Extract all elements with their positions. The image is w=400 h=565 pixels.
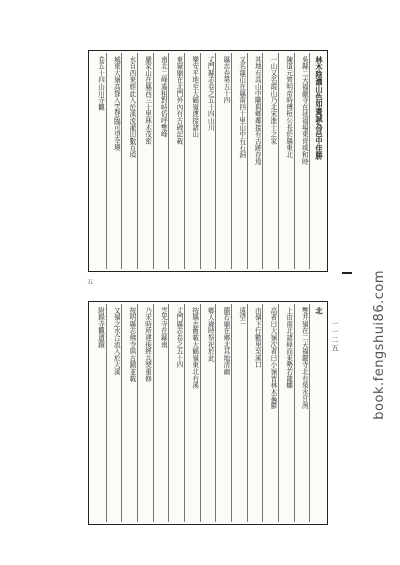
upper-text-column: 吳縣二天福嚴寺在延福場東晉咸和時 — [294, 53, 310, 269]
upper-text-column: 陳道元齊明帝時傅桓公長於縣東北 — [278, 53, 294, 269]
upper-text-column: 又名龍山在縣南四十里山中有石洞 — [231, 53, 247, 269]
upper-text-column: 樂安平地至大鶴嶺連接諸山 — [184, 53, 200, 269]
lower-text-column: 上由南北諸峰而來勢若龍蟠 — [278, 304, 294, 522]
lower-text-column: 雲光寺在縣南 — [153, 304, 169, 522]
lower-text-column: 遠望一 — [231, 304, 247, 522]
lower-text-column: 附錄寺觀遺蹟 — [96, 307, 105, 348]
upper-text-column: 林木陰濃山色如畫誠為邑中佳勝 — [309, 53, 325, 269]
upper-leaf — [88, 50, 328, 272]
lower-text-column: 按明縣志佛寺與古蹟並載 — [121, 304, 137, 522]
watermark: book.fengshui86.com — [372, 270, 387, 420]
lower-text-column: 雙井嶺在二天福嚴寺北有泉水甘冽 — [294, 304, 310, 522]
edge-mark: 五 — [86, 279, 93, 286]
upper-text-column: 東嶽廟在北門外內有古碑記載 — [168, 53, 184, 269]
lower-text-column: 高者曰大嶺次者曰小嶺皆林木蓊鬱 — [262, 304, 278, 522]
upper-leaf-columns — [91, 53, 325, 269]
upper-text-column: 丈門縣志卷之五十四山川 — [200, 53, 216, 269]
lower-leaf — [88, 301, 328, 525]
upper-text-column: 一山又名霞山乃北宋進士之家 — [262, 53, 278, 269]
lower-text-column: 蘭若廟在鄉北其地清幽 — [215, 304, 231, 522]
page-number: 一一二五 — [331, 320, 339, 352]
lower-text-column: 由嶺下行數里至溪口 — [247, 304, 263, 522]
lower-text-column: 北 — [309, 304, 325, 522]
upper-text-column: 南北二峰遙相對峙俗呼雙峰 — [153, 53, 169, 269]
lower-text-column: 丈門縣志卷之五十四 — [168, 304, 184, 522]
lower-leaf-columns — [91, 304, 325, 522]
upper-text-column: 卷五十四山川寺觀 — [96, 56, 105, 111]
upper-text-column: 縣志卷第五十四 — [215, 53, 231, 269]
lower-text-column: 又嶺之水合流入於大溪 — [106, 304, 122, 522]
gutter-mark — [342, 272, 352, 274]
lower-text-column: 鄉人歲時祭祀於此 — [200, 304, 216, 522]
upper-text-column: 城東大嶺高聳入雲登臨可望全境 — [106, 53, 122, 269]
lower-text-column: 乃宋時所建後經兵燹重修 — [137, 304, 153, 522]
upper-text-column: 水自西來經此入於溪流灌田數百頃 — [121, 53, 137, 269]
lower-text-column: 按縣志舊載大鶴嶺東北有溪 — [184, 304, 200, 522]
upper-text-column: 其地有高山中隴與鄉鄰接有古跡存焉 — [247, 53, 263, 269]
upper-text-column: 嚴家山在縣西三十里林木茂密 — [137, 53, 153, 269]
